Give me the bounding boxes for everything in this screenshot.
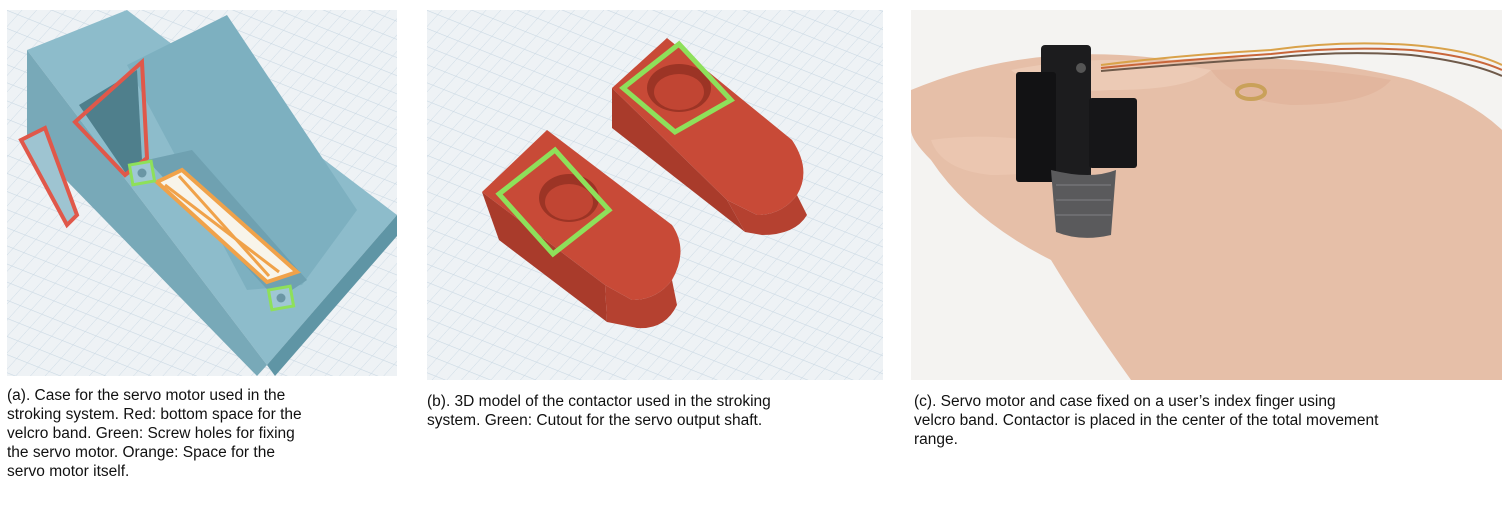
hand-photo [911, 10, 1502, 380]
contactor-model [427, 10, 883, 380]
panel-c-image [911, 10, 1502, 380]
caption-c: (c). Servo motor and case fixed on a user’s index finger using velcro band. Contactor is placed in the center of the total movement range. [914, 393, 1379, 448]
caption-b: (b). 3D model of the contactor used in the stroking system. Green: Cutout for the servo output shaft. [427, 393, 771, 429]
panel-a-image [7, 10, 397, 376]
velcro-band [1051, 170, 1116, 238]
caption-a: (a). Case for the servo motor used in the stroking system. Red: bottom space for the velcro band. Green: Screw holes for fixing the servo motor. Orange: Space for the servo motor itself. [7, 387, 302, 480]
panel-b-image [427, 10, 883, 380]
servo-case-model [7, 10, 397, 376]
